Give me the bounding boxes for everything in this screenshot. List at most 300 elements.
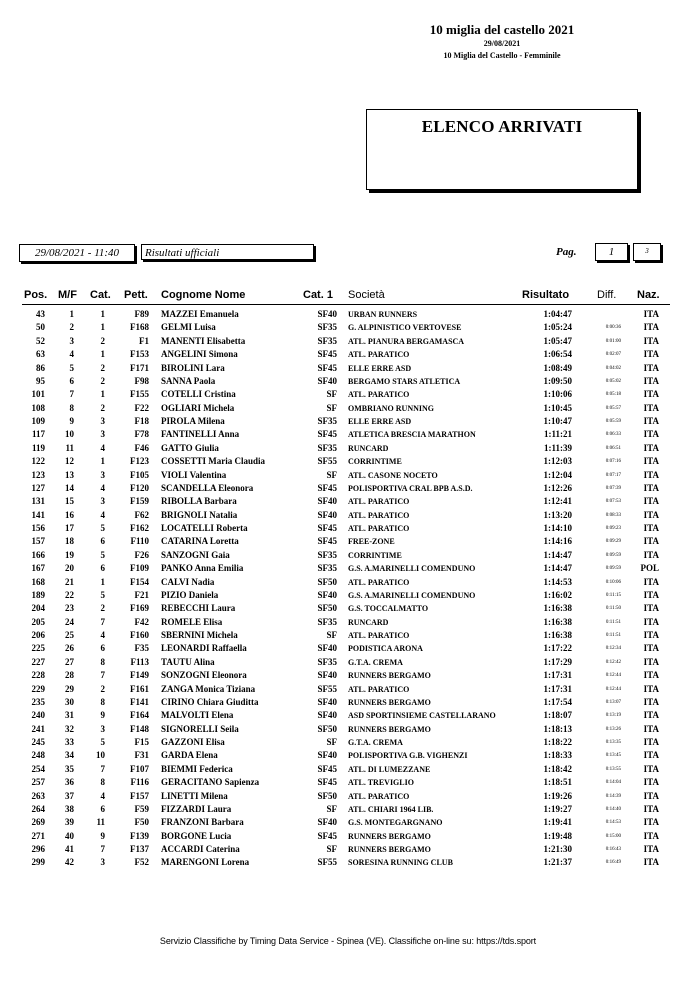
cell-diff: 0:15:00 (605, 833, 621, 839)
cell-pos: 225 (31, 643, 45, 654)
cell-name: GAZZONI Elisa (161, 737, 225, 747)
cell-pos: 299 (31, 857, 45, 868)
cell-name: GERACITANO Sapienza (161, 777, 260, 788)
cell-pos: 168 (31, 576, 45, 587)
results-status-box: Risultati ufficiali (141, 244, 314, 260)
cell-diff: 0:00:36 (605, 325, 621, 331)
cell-cat: 6 (100, 803, 105, 814)
cell-cat1: SF35 (317, 442, 337, 453)
cell-diff: 0:10:06 (605, 579, 621, 585)
cell-cat: 7 (100, 763, 105, 774)
cell-diff: 0:16:49 (605, 860, 621, 866)
cell-naz: ITA (643, 549, 659, 560)
cell-mf: 20 (65, 563, 74, 574)
col-header-diff: Diff. (597, 289, 617, 301)
cell-cat: 4 (100, 630, 105, 640)
cell-time: 1:17:29 (543, 656, 572, 667)
cell-mf: 24 (65, 616, 74, 627)
table-row (0, 415, 696, 428)
table-row (0, 616, 696, 629)
cell-cat: 5 (100, 523, 105, 533)
cell-diff: 0:09:59 (605, 566, 621, 572)
page-total: 3 (633, 243, 661, 261)
cell-pos: 156 (31, 523, 45, 533)
cell-naz: ITA (643, 750, 659, 761)
cell-mf: 2 (69, 322, 74, 333)
cell-mf: 3 (69, 335, 74, 346)
table-row (0, 402, 696, 415)
cell-mf: 35 (65, 763, 74, 774)
cell-time: 1:12:26 (543, 482, 572, 493)
cell-soc: FREE-ZONE (348, 537, 395, 547)
cell-time: 1:12:04 (543, 469, 572, 480)
cell-diff: 0:16:43 (605, 847, 621, 852)
cell-mf: 40 (65, 830, 74, 841)
cell-cat: 3 (100, 723, 105, 734)
cell-pett: F123 (130, 456, 149, 467)
cell-soc: OMBRIANO RUNNING (348, 403, 434, 413)
cell-naz: ITA (643, 790, 659, 801)
table-row (0, 509, 696, 522)
cell-pett: F35 (134, 643, 149, 654)
cell-pos: 235 (31, 696, 45, 707)
col-header-cat: Cat. (90, 289, 111, 301)
cell-diff: 0:13:55 (605, 766, 621, 772)
cell-naz: ITA (643, 322, 659, 333)
cell-mf: 8 (69, 402, 74, 413)
cell-cat: 3 (100, 857, 105, 868)
cell-pett: F149 (130, 670, 149, 681)
cell-mf: 4 (69, 349, 74, 360)
title-box (366, 109, 638, 190)
cell-pos: 296 (31, 844, 45, 854)
cell-cat: 3 (100, 469, 105, 480)
cell-pos: 108 (31, 402, 45, 413)
cell-soc: RUNCARD (348, 443, 389, 453)
cell-soc: CORRINTIME (348, 550, 402, 560)
cell-cat: 4 (100, 509, 105, 520)
cell-cat: 2 (100, 603, 105, 614)
cell-mf: 11 (65, 442, 74, 453)
cell-time: 1:16:38 (543, 630, 572, 640)
cell-pos: 123 (31, 469, 45, 480)
cell-time: 1:14:47 (543, 563, 572, 574)
cell-cat: 10 (96, 750, 105, 761)
cell-name: GELMI Luisa (161, 322, 216, 333)
cell-pett: F89 (134, 309, 149, 319)
cell-soc: URBAN RUNNERS (348, 310, 418, 319)
cell-naz: ITA (643, 603, 659, 614)
table-row (0, 308, 696, 321)
cell-pos: 86 (36, 362, 45, 373)
cell-naz: ITA (643, 670, 659, 681)
cell-diff: 0:07:16 (605, 459, 621, 465)
cell-pett: F116 (130, 777, 149, 788)
col-header-pos: Pos. (24, 289, 48, 301)
cell-pos: 157 (31, 536, 45, 547)
cell-soc: RUNNERS BERGAMO (348, 831, 431, 841)
cell-naz: ITA (643, 696, 659, 707)
cell-soc: G.T.A. CREMA (348, 738, 403, 747)
col-header-cat1: Cat. 1 (303, 289, 333, 301)
cell-pos: 127 (31, 482, 45, 493)
cell-soc: ATLETICA BRESCIA MARATHON (348, 430, 476, 440)
cell-cat1: SF (326, 402, 337, 413)
datetime-box: 29/08/2021 - 11:40 (19, 244, 135, 262)
cell-pett: F52 (134, 857, 149, 868)
cell-naz: ITA (643, 803, 659, 814)
cell-pos: 119 (31, 442, 45, 453)
cell-pos: 229 (31, 683, 45, 694)
cell-pett: F31 (134, 750, 149, 761)
cell-cat1: SF35 (317, 322, 337, 333)
cell-name: RIBOLLA Barbara (161, 496, 237, 507)
cell-naz: ITA (643, 830, 659, 841)
cell-name: PIROLA Milena (161, 416, 225, 426)
table-row (0, 803, 696, 816)
cell-cat1: SF35 (317, 616, 337, 627)
cell-soc: PODISTICA ARONA (348, 644, 423, 654)
cell-pett: F50 (134, 817, 149, 828)
cell-pos: 52 (36, 335, 45, 346)
cell-diff: 0:11:51 (605, 619, 621, 625)
cell-pett: F78 (134, 429, 149, 440)
cell-cat1: SF40 (317, 589, 337, 600)
cell-soc: ATL. PARATICO (348, 631, 410, 640)
cell-name: SANNA Paola (161, 375, 216, 386)
cell-pos: 205 (31, 616, 45, 627)
cell-time: 1:14:47 (543, 549, 572, 560)
cell-diff: 0:14:40 (605, 806, 621, 812)
cell-mf: 12 (65, 456, 74, 467)
cell-pos: 263 (31, 790, 45, 801)
cell-time: 1:08:49 (543, 362, 572, 373)
cell-diff: 0:12:34 (605, 646, 621, 652)
table-row (0, 656, 696, 669)
cell-diff: 0:06:33 (605, 432, 621, 438)
cell-time: 1:16:38 (543, 616, 572, 627)
cell-soc: SORESINA RUNNING CLUB (348, 858, 453, 868)
cell-name: FIZZARDI Laura (161, 803, 232, 814)
cell-name: CATARINA Loretta (161, 536, 239, 547)
table-row (0, 589, 696, 602)
cell-cat1: SF50 (317, 790, 337, 801)
cell-cat1: SF50 (317, 603, 337, 614)
cell-time: 1:19:48 (543, 830, 572, 841)
table-row (0, 522, 696, 535)
cell-naz: ITA (643, 402, 659, 413)
cell-pos: 95 (36, 375, 45, 386)
cell-mf: 32 (65, 723, 74, 734)
cell-name: MARENGONI Lorena (161, 857, 250, 868)
cell-mf: 22 (65, 589, 74, 600)
cell-mf: 33 (65, 737, 74, 747)
table-row (0, 549, 696, 562)
cell-time: 1:19:26 (543, 790, 572, 801)
cell-naz: ITA (643, 309, 659, 319)
cell-pett: F42 (134, 616, 149, 627)
cell-naz: ITA (643, 482, 659, 493)
cell-name: ROMELE Elisa (161, 616, 223, 627)
cell-cat: 1 (100, 576, 105, 587)
cell-cat: 6 (100, 563, 105, 574)
cell-name: SCANDELLA Eleonora (161, 482, 254, 493)
cell-mf: 5 (69, 362, 74, 373)
cell-name: PANKO Anna Emilia (161, 563, 244, 574)
cell-soc: RUNNERS BERGAMO (348, 697, 431, 707)
cell-mf: 42 (65, 857, 74, 868)
cell-soc: RUNCARD (348, 617, 389, 627)
cell-cat1: SF40 (317, 670, 337, 681)
cell-soc: ASD SPORTINSIEME CASTELLARANO (348, 711, 496, 721)
cell-name: SANZOGNI Gaia (161, 549, 230, 560)
cell-naz: ITA (643, 737, 659, 747)
cell-time: 1:21:30 (543, 844, 572, 854)
cell-time: 1:11:21 (544, 429, 572, 440)
cell-pett: F137 (130, 844, 149, 854)
cell-diff: 0:05:59 (605, 419, 621, 424)
cell-diff: 0:04:02 (605, 365, 621, 371)
cell-mf: 31 (65, 710, 74, 721)
table-row (0, 602, 696, 615)
cell-naz: ITA (643, 643, 659, 654)
cell-time: 1:11:39 (544, 442, 572, 453)
cell-pett: F1 (139, 335, 149, 346)
cell-cat1: SF45 (317, 349, 337, 360)
cell-diff: 0:13:19 (605, 713, 621, 719)
cell-cat1: SF45 (317, 482, 337, 493)
table-row (0, 790, 696, 803)
cell-naz: ITA (643, 857, 659, 868)
cell-cat: 8 (100, 696, 105, 707)
cell-soc: ATL. PARATICO (348, 684, 410, 694)
cell-pett: F107 (130, 763, 149, 774)
cell-cat1: SF40 (317, 817, 337, 828)
cell-soc: ELLE ERRE ASD (348, 417, 412, 426)
cell-diff: 0:12:42 (605, 659, 621, 665)
cell-pett: F26 (134, 549, 149, 560)
cell-soc: G.S. MONTEGARGNANO (348, 818, 443, 828)
cell-soc: G.S. TOCCALMATTO (348, 604, 429, 614)
cell-time: 1:10:47 (543, 416, 572, 426)
cell-pos: 204 (31, 603, 45, 614)
cell-cat1: SF45 (317, 429, 337, 440)
cell-soc: CORRINTIME (348, 457, 402, 467)
cell-name: ANGELINI Simona (161, 349, 238, 360)
cell-cat: 6 (100, 536, 105, 547)
cell-pett: F157 (130, 790, 149, 801)
cell-name: SBERNINI Michela (161, 630, 238, 640)
cell-diff: 0:12:44 (605, 686, 621, 692)
cell-diff: 0:11:50 (605, 606, 621, 612)
cell-diff: 0:13:07 (605, 699, 621, 705)
cell-cat1: SF40 (317, 710, 337, 721)
cell-cat1: SF50 (317, 723, 337, 734)
cell-mf: 6 (69, 375, 74, 386)
cell-soc: POLISPORTIVA CRAL BPB A.S.D. (348, 483, 473, 493)
cell-naz: ITA (643, 616, 659, 627)
cell-diff: 0:02:07 (605, 352, 621, 358)
table-row (0, 843, 696, 856)
cell-naz: ITA (643, 576, 659, 587)
cell-naz: POL (640, 563, 659, 574)
cell-pett: F110 (130, 536, 149, 547)
cell-mf: 25 (65, 630, 74, 640)
cell-time: 1:06:54 (543, 349, 572, 360)
cell-mf: 28 (65, 670, 74, 681)
cell-naz: ITA (643, 469, 659, 480)
cell-pett: F148 (130, 723, 149, 734)
cell-pos: 166 (31, 549, 45, 560)
cell-diff: 0:05:57 (605, 405, 621, 411)
cell-soc: ATL. PARATICO (348, 350, 410, 360)
cell-cat1: SF40 (317, 696, 337, 707)
cell-diff: 0:09:29 (605, 539, 621, 545)
cell-cat1: SF55 (317, 857, 337, 868)
cell-cat: 7 (100, 670, 105, 681)
cell-cat: 4 (100, 482, 105, 493)
table-row (0, 321, 696, 334)
cell-mf: 37 (65, 790, 74, 801)
cell-pos: 271 (31, 830, 45, 841)
cell-mf: 38 (65, 803, 74, 814)
cell-cat: 4 (100, 790, 105, 801)
cell-mf: 13 (65, 469, 74, 480)
cell-pos: 254 (31, 763, 45, 774)
cell-pett: F113 (130, 656, 149, 667)
cell-cat: 3 (100, 429, 105, 440)
cell-mf: 14 (65, 482, 74, 493)
cell-cat1: SF45 (317, 523, 337, 533)
cell-time: 1:19:27 (543, 803, 572, 814)
race-date: 29/08/2021 (483, 39, 521, 48)
cell-name: COTELLI Cristina (161, 389, 236, 400)
cell-name: COSSETTI Maria Claudia (161, 456, 266, 467)
cell-name: BRIGNOLI Natalia (161, 509, 238, 520)
cell-soc: RUNNERS BERGAMO (348, 724, 431, 734)
cell-soc: ELLE ERRE ASD (348, 363, 412, 373)
cell-soc: G.S. A.MARINELLI COMENDUNO (348, 564, 476, 574)
cell-pett: F139 (130, 830, 149, 841)
cell-cat1: SF55 (317, 683, 337, 694)
cell-pos: 228 (31, 670, 45, 681)
col-header-soc: Società (348, 289, 385, 301)
cell-pett: F141 (130, 696, 149, 707)
cell-cat1: SF45 (317, 830, 337, 841)
cell-time: 1:17:22 (543, 643, 572, 654)
cell-name: GATTO Giulia (161, 442, 219, 453)
cell-mf: 18 (65, 536, 74, 547)
cell-mf: 36 (65, 777, 74, 788)
cell-pett: F22 (134, 402, 149, 413)
cell-naz: ITA (643, 763, 659, 774)
cell-naz: ITA (643, 523, 659, 533)
cell-time: 1:18:33 (543, 750, 572, 761)
cell-pett: F162 (130, 523, 149, 533)
cell-cat: 2 (100, 362, 105, 373)
cell-name: GARDA Elena (161, 750, 218, 761)
cell-name: MALVOLTI Elena (161, 710, 234, 721)
col-header-mf: M/F (58, 289, 77, 301)
cell-cat: 2 (100, 683, 105, 694)
cell-name: ZANGA Monica Tiziana (161, 683, 256, 694)
cell-pos: 117 (31, 429, 45, 440)
cell-naz: ITA (643, 683, 659, 694)
cell-naz: ITA (643, 362, 659, 373)
cell-time: 1:21:37 (543, 857, 572, 868)
cell-time: 1:17:31 (543, 683, 572, 694)
cell-cat1: SF40 (317, 309, 337, 319)
cell-cat: 7 (100, 844, 105, 854)
cell-cat: 2 (100, 375, 105, 386)
cell-cat1: SF (326, 389, 337, 400)
cell-diff: 0:07:53 (605, 499, 621, 505)
cell-pett: F154 (130, 576, 149, 587)
cell-name: MAZZEI Emanuela (161, 309, 239, 319)
table-row (0, 375, 696, 388)
cell-diff: 0:14:53 (605, 820, 621, 826)
cell-name: LEONARDI Raffaella (161, 643, 247, 654)
cell-diff: 0:07:17 (605, 472, 621, 478)
cell-pos: 240 (31, 710, 45, 721)
cell-name: FANTINELLI Anna (161, 429, 240, 440)
col-header-pett: Pett. (124, 289, 148, 301)
cell-mf: 7 (69, 389, 74, 400)
table-row (0, 683, 696, 696)
cell-time: 1:09:50 (543, 375, 572, 386)
cell-pett: F18 (134, 416, 149, 426)
cell-soc: ATL. DI LUMEZZANE (348, 764, 431, 774)
cell-naz: ITA (643, 536, 659, 547)
cell-mf: 10 (65, 429, 74, 440)
cell-soc: ATL. PIANURA BERGAMASCA (348, 336, 465, 346)
cell-cat: 11 (96, 817, 105, 828)
cell-name: BIROLINI Lara (161, 362, 225, 373)
cell-pos: 131 (31, 496, 45, 507)
cell-name: CIRINO Chiara Giuditta (161, 696, 259, 707)
header-divider (22, 304, 670, 305)
cell-name: LINETTI Milena (161, 790, 228, 801)
cell-cat: 1 (100, 456, 105, 467)
cell-name: ACCARDI Caterina (161, 844, 240, 854)
cell-diff: 0:06:51 (605, 445, 621, 451)
cell-pos: 206 (31, 630, 45, 640)
cell-mf: 21 (65, 576, 74, 587)
table-row (0, 696, 696, 709)
col-header-naz: Naz. (637, 289, 660, 301)
cell-time: 1:14:10 (543, 523, 572, 533)
cell-cat: 6 (100, 643, 105, 654)
race-subtitle: 10 Miglia del Castello - Femminile (443, 51, 561, 60)
cell-name: OGLIARI Michela (161, 402, 235, 413)
cell-pos: 269 (31, 817, 45, 828)
cell-naz: ITA (643, 456, 659, 467)
cell-cat: 9 (100, 710, 105, 721)
cell-naz: ITA (643, 496, 659, 507)
cell-naz: ITA (643, 429, 659, 440)
cell-diff: 0:13:35 (605, 740, 621, 745)
cell-diff: 0:11:51 (605, 633, 621, 638)
cell-name: REBECCHI Laura (161, 603, 236, 614)
cell-soc: BERGAMO STARS ATLETICA (348, 376, 461, 386)
cell-mf: 15 (65, 496, 74, 507)
table-row (0, 763, 696, 776)
cell-time: 1:17:31 (543, 670, 572, 681)
cell-pos: 189 (31, 589, 45, 600)
table-row (0, 723, 696, 736)
table-row (0, 669, 696, 682)
cell-time: 1:12:03 (543, 456, 572, 467)
